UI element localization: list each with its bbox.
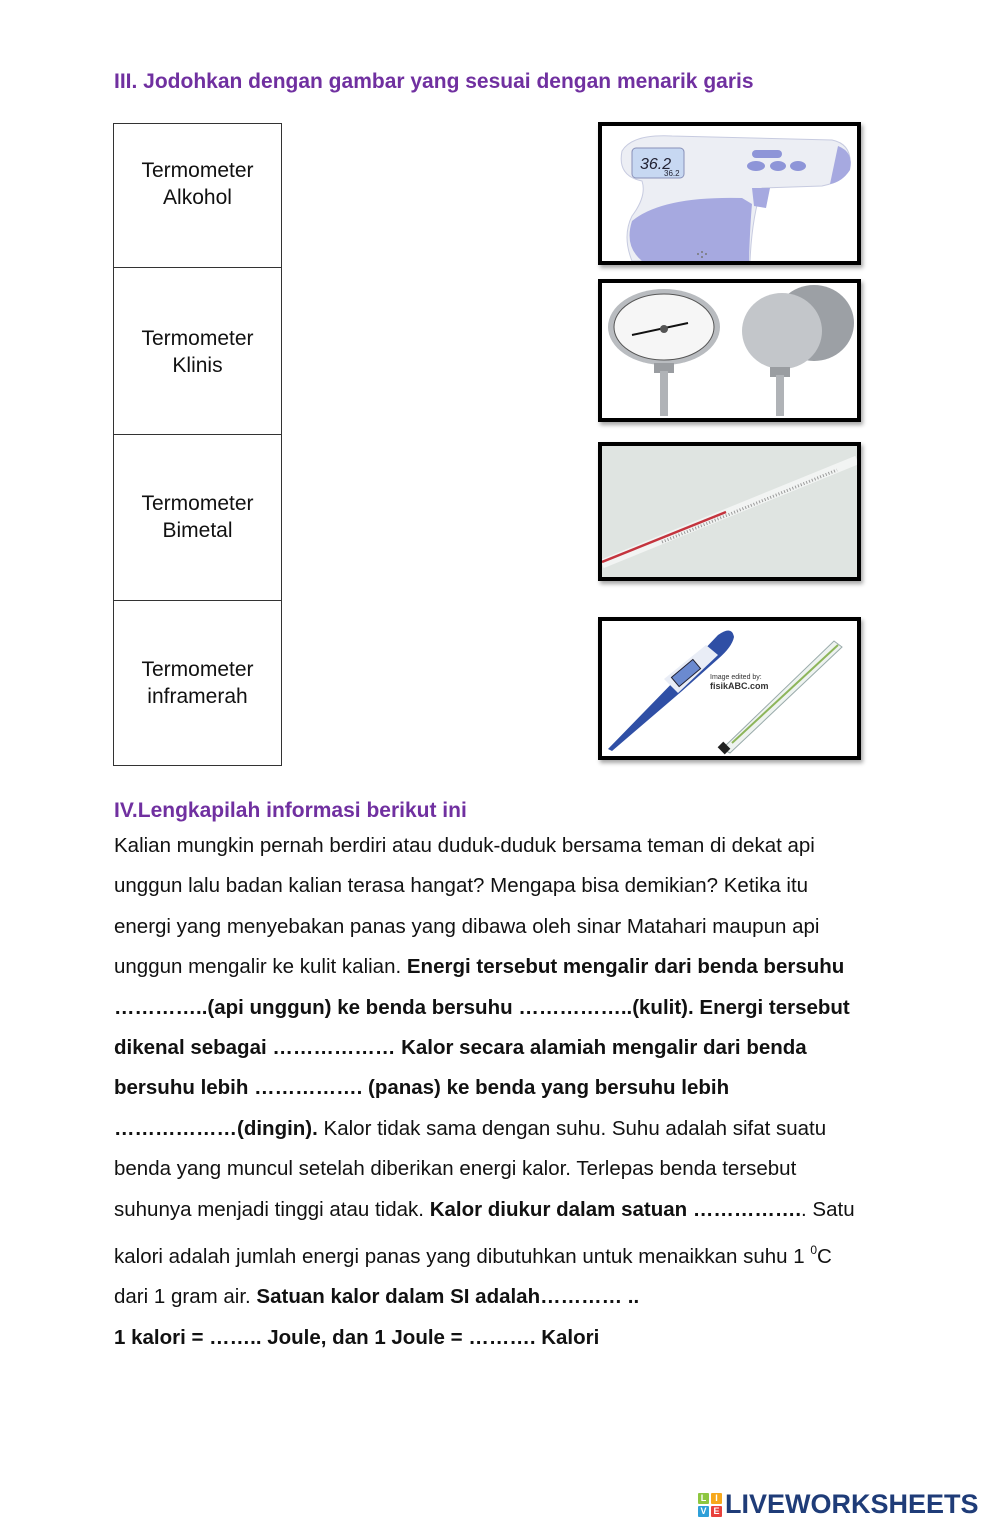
blank-question[interactable]: Energi tersebut mengalir dari benda bersuhu [406, 955, 845, 979]
label-text: inframerah [147, 685, 248, 708]
blank-question[interactable]: 1 kalori = …….. Joule, dan 1 Joule = ………. Kalori [114, 1325, 600, 1349]
blank-question[interactable]: Satuan kalor dalam SI adalah………… .. [256, 1285, 640, 1309]
label-cell-bimetal[interactable] [114, 435, 281, 601]
label-text: Klinis [172, 354, 223, 377]
infrared-thermometer-image[interactable] [598, 122, 861, 265]
bimetal-thermometer-icon [602, 283, 857, 418]
bimetal-thermometer-image[interactable] [598, 279, 861, 422]
logo-tiles-icon: L I V E [698, 1493, 722, 1517]
paragraph-line: benda yang muncul setelah diberikan energi kalor. Terlepas benda tersebut [114, 1157, 797, 1181]
section-3-heading: III. Jodohkan dengan gambar yang sesuai dengan menarik garis [114, 70, 754, 93]
paragraph-line: Kalian mungkin pernah berdiri atau duduk-duduk bersama teman di dekat api [114, 834, 815, 857]
alcohol-thermometer-icon [602, 446, 857, 577]
logo-text: LIVEWORKSHEETS [725, 1489, 979, 1519]
alcohol-thermometer-image[interactable] [598, 442, 861, 581]
label-text: Termometer [141, 658, 254, 681]
paragraph-line: unggun lalu badan kalian terasa hangat? Mengapa bisa demikian? Ketika itu [114, 874, 809, 898]
paragraph-line [114, 1318, 984, 1358]
svg-text:Image edited by:: Image edited by: [710, 674, 762, 681]
blank-question[interactable]: Kalor diukur dalam satuan ……………. [429, 1197, 802, 1221]
clinical-thermometer-image[interactable] [598, 617, 861, 760]
paragraph-line: suhunya menjadi tinggi atau tidak. Kalor diukur dalam satuan …………….. Satu [114, 1197, 855, 1221]
paragraph-line: kalori adalah jumlah energi panas yang dibutuhkan untuk menaikkan suhu 1 $^0$C [114, 1243, 832, 1269]
svg-text:36.2: 36.2 [640, 156, 672, 173]
label-text: Termometer [141, 492, 254, 515]
blank-question[interactable]: ………………(dingin). [114, 1116, 318, 1140]
label-cell-klinis[interactable] [114, 268, 281, 435]
paragraph-line: energi yang menyebakan panas yang dibawa oleh sinar Matahari maupun api [114, 914, 820, 938]
paragraph-line [114, 1028, 984, 1068]
paragraph-line: unggun mengalir ke kulit kalian. Energi tersebut mengalir dari benda bersuhu [114, 955, 845, 979]
blank-question[interactable]: …………..(api unggun) ke benda bersuhu ……………..(kulit). Energi tersebut [114, 995, 850, 1019]
paragraph-line [114, 1068, 984, 1108]
paragraph-line: dari 1 gram air. Satuan kalor dalam SI adalah………… .. [114, 1285, 640, 1309]
paragraph-line: ………………(dingin). Kalor tidak sama dengan suhu. Suhu adalah sifat suatu [114, 1116, 827, 1140]
label-text: Bimetal [162, 519, 233, 542]
svg-text:36.2: 36.2 [664, 169, 680, 178]
label-cell-alkohol[interactable] [114, 124, 281, 268]
section-4-heading: IV.Lengkapilah informasi berikut ini [114, 799, 467, 822]
liveworksheets-logo[interactable] [698, 1489, 979, 1520]
label-text: Termometer [141, 327, 254, 350]
paragraph-line [114, 988, 984, 1028]
clinical-thermometer-icon [602, 621, 857, 756]
svg-text:fisikABC.com: fisikABC.com [710, 681, 769, 691]
label-text: Alkohol [163, 186, 232, 209]
fill-in-paragraph [114, 826, 984, 1358]
blank-question[interactable]: bersuhu lebih ……………. (panas) ke benda yang bersuhu lebih [114, 1076, 730, 1100]
blank-question[interactable]: dikenal sebagai ……………… Kalor secara alamiah mengalir dari benda [114, 1036, 807, 1060]
thermometer-label-table [113, 123, 282, 766]
label-text: Termometer [141, 159, 254, 182]
label-cell-inframerah[interactable] [114, 601, 281, 765]
infrared-thermometer-icon [602, 126, 857, 261]
